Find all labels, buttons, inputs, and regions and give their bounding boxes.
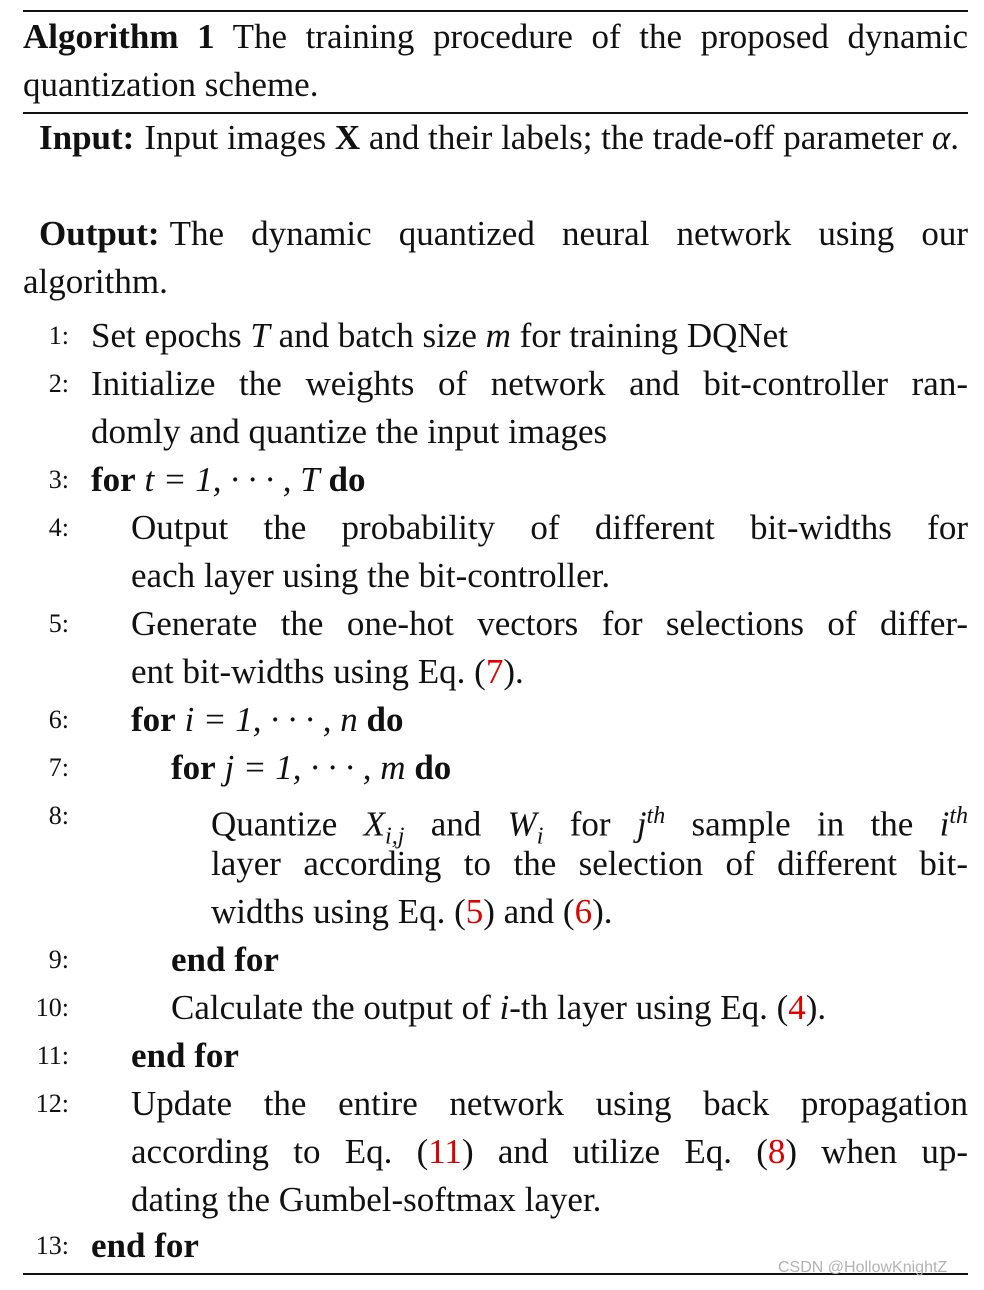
input-label: Input: [39,118,135,157]
line-number: 6: [48,705,69,734]
end-for-keyword: end for [131,1036,239,1075]
line-number: 3: [48,465,69,494]
eq-ref-link[interactable]: 5 [465,892,484,931]
line-number: 7: [48,753,69,782]
line-number: 4: [48,513,69,542]
output-spec: Output: The dynamic quantized neural network using our algorithm. [23,214,968,301]
top-rule [23,10,968,12]
input-spec: Input: Input images X and their labels; the trade-off parameter α. [39,118,959,157]
step-2-line-1: Initialize the weights of network and bit-controller ran- [91,364,968,403]
eq-ref-link[interactable]: 6 [574,892,593,931]
step-8-line-2: layer according to the selection of different bit- [211,844,968,883]
end-for-keyword: end for [171,940,279,979]
line-number: 9: [48,945,69,974]
alpha-symbol: α [931,118,951,157]
caption-text: The training procedure of the proposed dynamic quantization scheme. [23,17,968,104]
step-6-text: for i = 1, · · · , n do [131,700,404,739]
step-1-text: Set epochs T and batch size m for training DQNet [91,316,788,355]
step-2-line-2: domly and quantize the input images [91,412,608,451]
step-5-line-1: Generate the one-hot vectors for selections of differ- [131,604,968,643]
step-5-line-2: ent bit-widths using Eq. (7). [131,652,524,691]
step-4-line-1: Output the probability of different bit-widths for [131,508,968,547]
step-3-text: for t = 1, · · · , T do [91,460,366,499]
output-label: Output: [39,214,160,253]
line-number: 10: [35,993,69,1022]
input-symbol: X [334,118,361,157]
step-10-text: Calculate the output of i-th layer using Eq. (4). [171,988,827,1027]
caption-label: Algorithm 1 [23,17,215,56]
step-12-line-1: Update the entire network using back propagation [131,1084,968,1123]
line-number: 12: [35,1089,69,1118]
eq-ref-link[interactable]: 7 [485,652,504,691]
line-number: 2: [48,369,69,398]
line-number: 5: [48,609,69,638]
algorithm-caption [23,13,968,109]
step-12-line-2: according to Eq. (11) and utilize Eq. (8) when up- [131,1132,968,1171]
line-number: 1: [48,321,69,350]
step-8-line-1: Quantize $X_{i,j}$ and $W_i$ for $j^{th}$ sample in the $i^{th}$ [211,803,968,850]
eq-ref-link[interactable]: 4 [788,988,806,1027]
eq-ref-link[interactable]: 11 [428,1132,462,1171]
line-number: 13: [35,1231,69,1260]
end-for-keyword: end for [91,1226,199,1265]
step-7-text: for j = 1, · · · , m do [171,748,452,787]
line-number: 8: [48,801,69,830]
watermark: CSDN @HollowKnightZ [778,1259,948,1276]
eq-ref-link[interactable]: 8 [767,1132,786,1171]
step-4-line-2: each layer using the bit-controller. [131,556,611,595]
step-8-line-3: widths using Eq. (5) and (6). [211,892,613,931]
step-12-line-3: dating the Gumbel-softmax layer. [131,1180,602,1219]
line-number: 11: [36,1041,69,1070]
